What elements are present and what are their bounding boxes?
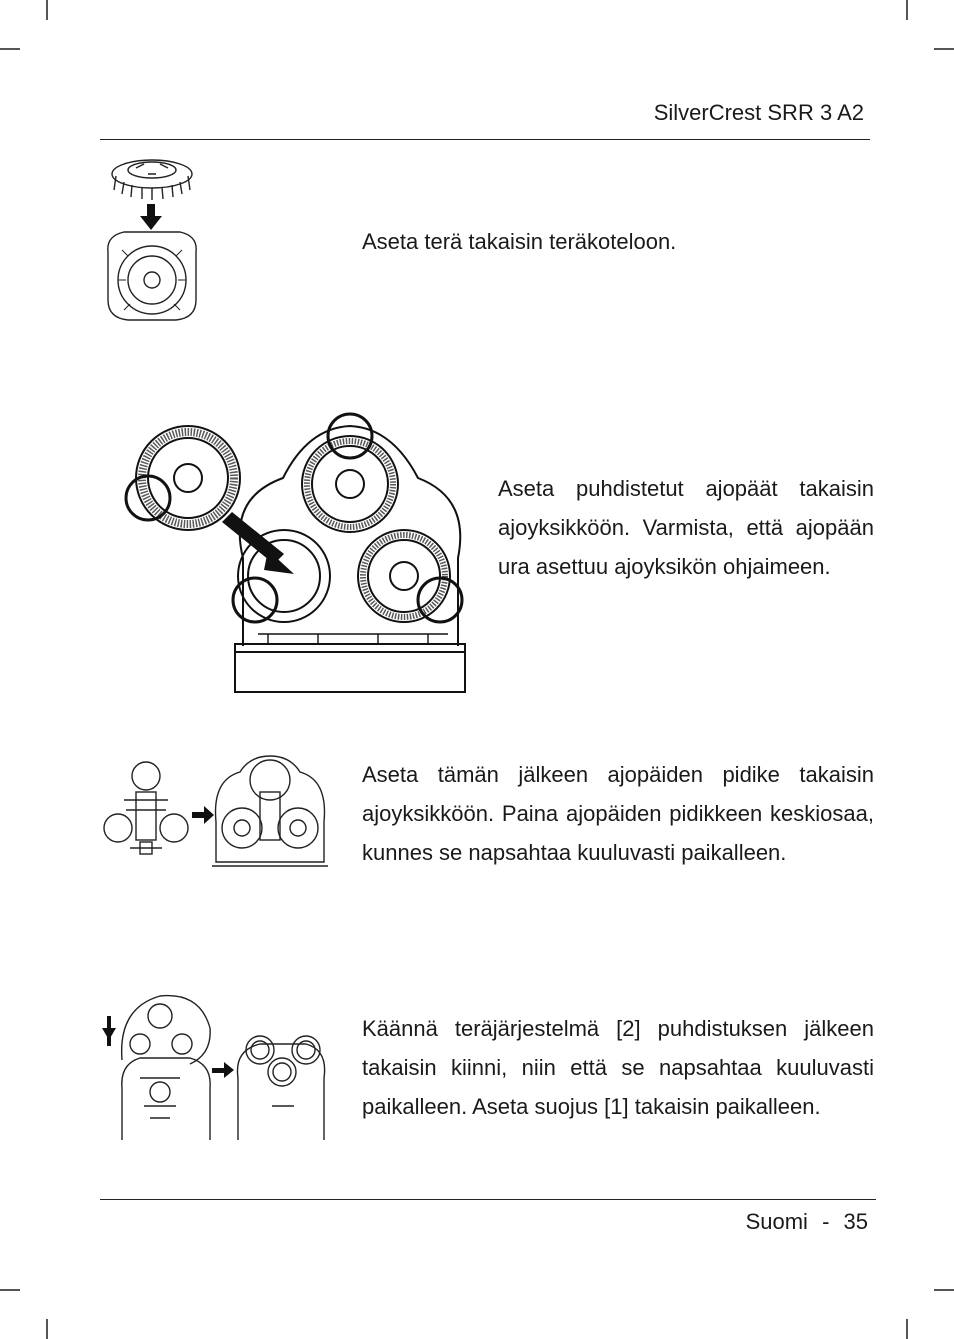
step-1-text: Aseta terä takaisin teräkoteloon. bbox=[362, 229, 677, 254]
step-2-text: Aseta puhdistetut ajopäät takaisin ajoyksikköön. Varmista, että ajopään ura asettuu ajoyksikön ohjaimeen. bbox=[498, 476, 874, 579]
head-holder-illustration bbox=[100, 752, 328, 870]
header-rule bbox=[100, 139, 870, 140]
step-3-text: Aseta tämän jälkeen ajopäiden pidike takaisin ajoyksikköön. Paina ajopäiden pidikkeen keskiosaa, kunnes se napsahtaa kuuluvasti paikalleen. bbox=[362, 762, 874, 865]
document-title: SilverCrest SRR 3 A2 bbox=[653, 100, 864, 125]
crop-mark bbox=[906, 1319, 908, 1339]
crop-mark bbox=[46, 1319, 48, 1339]
crop-mark bbox=[934, 1289, 954, 1291]
shaving-heads-illustration bbox=[118, 408, 470, 698]
crop-mark bbox=[934, 48, 954, 50]
footer-rule bbox=[100, 1199, 876, 1200]
crop-mark bbox=[46, 0, 48, 20]
footer-separator: - bbox=[822, 1209, 830, 1234]
page-footer bbox=[746, 1209, 868, 1235]
footer-language: Suomi bbox=[745, 1209, 808, 1234]
crop-mark bbox=[0, 1289, 20, 1291]
crop-mark bbox=[906, 0, 908, 20]
page-number: 35 bbox=[843, 1209, 868, 1234]
blade-housing-illustration bbox=[102, 152, 202, 327]
crop-mark bbox=[0, 48, 20, 50]
close-shaver-illustration bbox=[100, 988, 328, 1140]
step-4-text: Käännä teräjärjestelmä [2] puhdistuksen jälkeen takaisin kiinni, niin että se napsahtaa kuuluvasti paikalleen. Aseta suojus [1] takaisin paikalleen. bbox=[362, 1016, 874, 1119]
